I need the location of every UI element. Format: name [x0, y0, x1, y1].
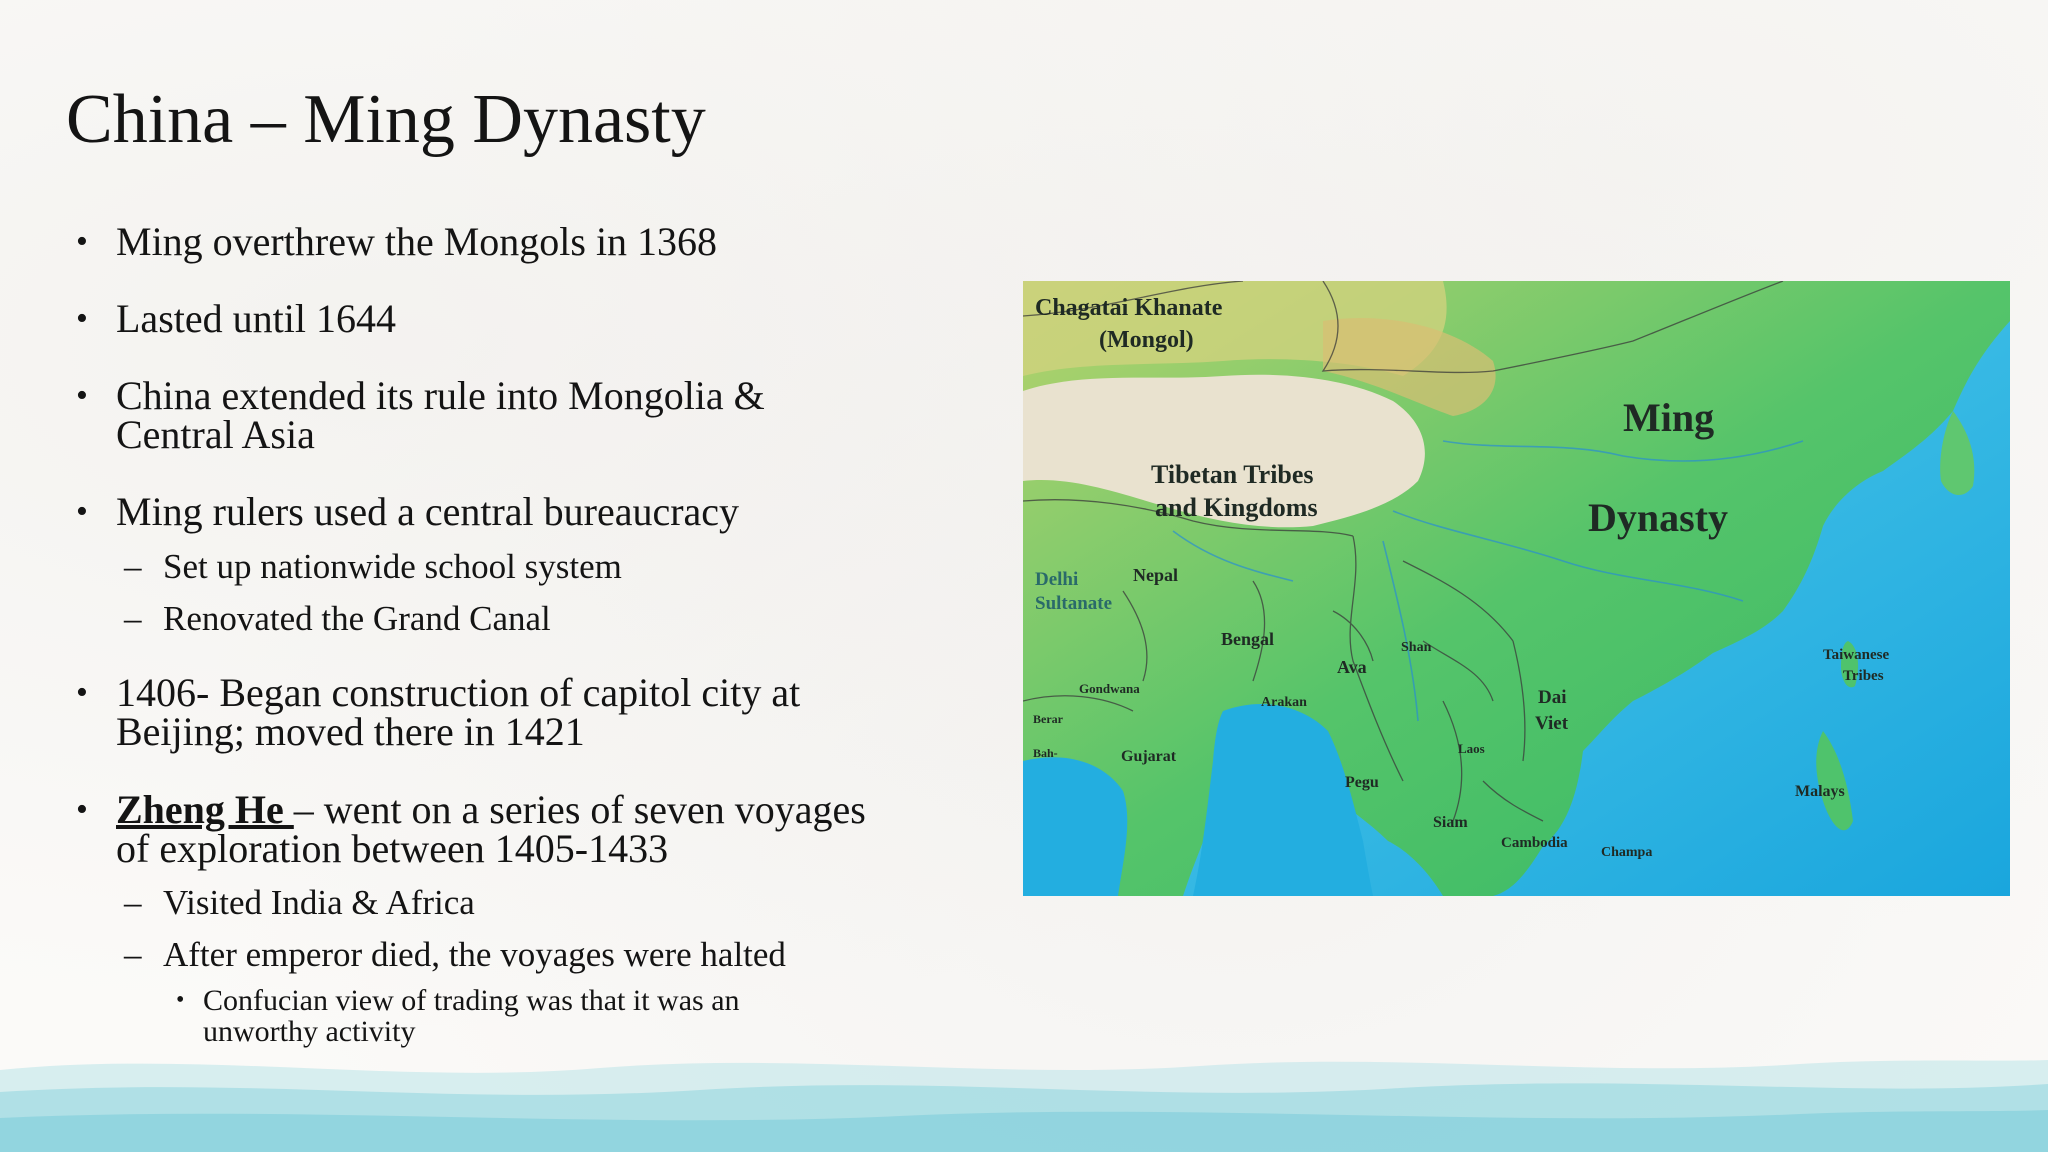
map-label-gondwana: Gondwana — [1079, 681, 1140, 696]
sub-bullet-dash: – — [124, 935, 142, 974]
map-label-tribes: Tribes — [1843, 668, 1884, 684]
map-label-tibetan-2: and Kingdoms — [1155, 493, 1318, 522]
bullet-line — [116, 787, 1016, 832]
map-graphic — [1023, 281, 2010, 896]
map-label-champa: Champa — [1601, 845, 1653, 860]
bottom-wave-decoration — [0, 1040, 2048, 1152]
sub-bullet-text: After emperor died, the voyages were halted — [163, 935, 786, 974]
sub-bullet-text: Renovated the Grand Canal — [163, 599, 551, 638]
map-label-taiwanese: Taiwanese — [1823, 647, 1890, 663]
map-label-gujarat: Gujarat — [1121, 748, 1177, 765]
map-label-shan: Shan — [1401, 640, 1432, 655]
map-label-chagatai: Chagatai Khanate — [1035, 295, 1223, 321]
map-label-dai: Dai — [1538, 687, 1567, 708]
sub-bullet-text: Visited India & Africa — [163, 883, 475, 922]
map-label-siam: Siam — [1433, 814, 1468, 831]
map-label-laos: Laos — [1458, 741, 1485, 756]
map-label-dynasty: Dynasty — [1588, 495, 1729, 540]
bullet-dot: • — [76, 791, 88, 828]
sub-bullet-text: Set up nationwide school system — [163, 547, 622, 586]
bullet-line: of exploration between 1405-1433 — [116, 826, 669, 871]
map-label-cambodia: Cambodia — [1501, 835, 1568, 851]
bullet-dot: • — [76, 377, 88, 414]
map-label-viet: Viet — [1535, 713, 1569, 734]
bullet-line-rest: – went on a series of seven voyages — [293, 787, 866, 832]
bullet-line: Confucian view of trading was that it was an — [203, 984, 740, 1017]
bullet-line: 1406- Began construction of capitol city at — [116, 670, 801, 715]
map-label-nepal: Nepal — [1133, 565, 1178, 585]
slide-title: China – Ming Dynasty — [66, 81, 706, 158]
sub-bullet-dash: – — [124, 883, 142, 922]
bullet-dot: • — [76, 300, 88, 337]
map-label-ming: Ming — [1623, 395, 1715, 440]
bullet-text — [116, 670, 976, 754]
bullet-line: China extended its rule into Mongolia & — [116, 373, 765, 418]
bullet-text: Ming rulers used a central bureaucracy — [116, 489, 740, 534]
map-label-delhi: Delhi — [1035, 569, 1079, 590]
bullet-dot: • — [76, 493, 88, 530]
map-label-bahmani: Bah- — [1033, 746, 1058, 760]
bullet-text — [116, 787, 1016, 871]
bullet-text: Lasted until 1644 — [116, 296, 396, 341]
bullet-line: Central Asia — [116, 412, 315, 457]
zheng-he-emphasis: Zheng He — [116, 787, 294, 832]
map-label-ava: Ava — [1337, 657, 1367, 677]
map-label-tibetan-1: Tibetan Tribes — [1151, 460, 1314, 489]
bullet-text — [116, 373, 976, 457]
map-label-sultanate: Sultanate — [1035, 593, 1113, 614]
map-label-pegu: Pegu — [1345, 774, 1379, 791]
ming-dynasty-map — [1023, 281, 2010, 896]
bullet-line: Beijing; moved there in 1421 — [116, 709, 585, 754]
bullet-text: Ming overthrew the Mongols in 1368 — [116, 219, 718, 264]
sub-bullet-dash: – — [124, 547, 142, 586]
sub-sub-bullet-text — [203, 985, 863, 1047]
map-label-mongol: (Mongol) — [1099, 327, 1194, 353]
sub-sub-bullet-dot: • — [176, 987, 185, 1013]
arabian-sea — [1023, 757, 1127, 896]
bullet-dot: • — [76, 223, 88, 260]
sub-bullet-dash: – — [124, 599, 142, 638]
map-label-berar: Berar — [1033, 712, 1063, 726]
bullet-line: unworthy activity — [203, 1015, 416, 1048]
map-label-arakan: Arakan — [1261, 695, 1307, 710]
bullet-dot: • — [76, 674, 88, 711]
map-label-bengal: Bengal — [1221, 629, 1275, 649]
map-label-malays: Malays — [1795, 783, 1845, 800]
